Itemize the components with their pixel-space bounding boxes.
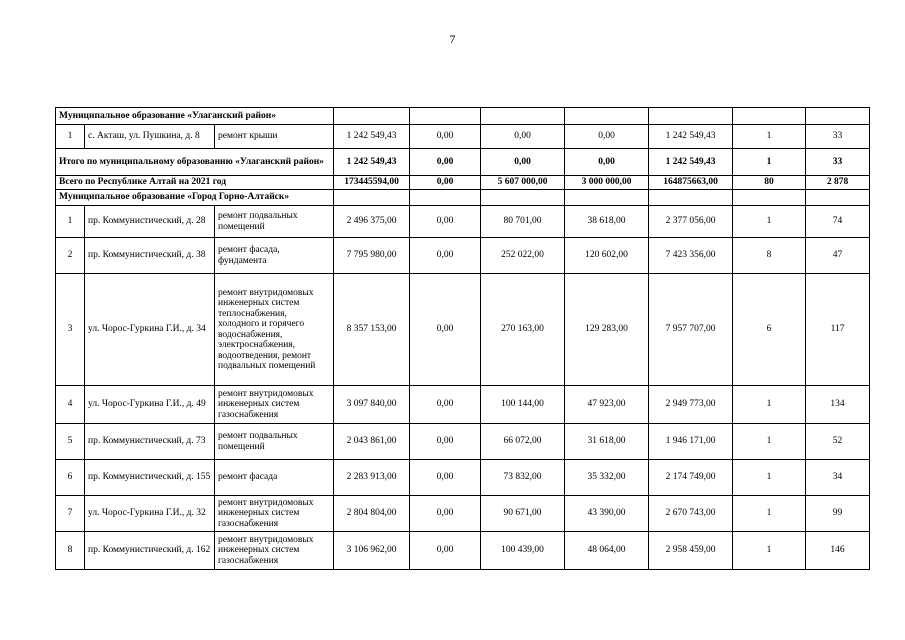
work-type-cell: ремонт крыши bbox=[215, 125, 334, 149]
table-row bbox=[56, 386, 870, 424]
republic-total-cost: 173445594,00 bbox=[334, 176, 410, 190]
people-count-cell: 74 bbox=[806, 206, 870, 238]
row-number: 4 bbox=[56, 386, 85, 424]
republic-total-label: Всего по Республике Алтай на 2021 год bbox=[56, 176, 334, 190]
republic-budget-cell: 270 163,00 bbox=[481, 274, 565, 386]
people-count-cell: 134 bbox=[806, 386, 870, 424]
owners-funds-cell: 2 958 459,00 bbox=[649, 532, 733, 570]
section-header: Муниципальное образование «Город Горно-Алтайск» bbox=[56, 190, 334, 206]
fund-cell: 0,00 bbox=[410, 532, 481, 570]
row-number: 2 bbox=[56, 238, 85, 274]
subtotal-people: 33 bbox=[806, 149, 870, 176]
table-row bbox=[56, 206, 870, 238]
local-budget-cell: 38 618,00 bbox=[565, 206, 649, 238]
total-cost-cell: 3 106 962,00 bbox=[334, 532, 410, 570]
people-count-cell: 52 bbox=[806, 424, 870, 460]
republic-total-row bbox=[56, 176, 870, 190]
work-type-cell: ремонт внутридомовых инженерных систем газоснабжения bbox=[215, 496, 334, 532]
subtotal-total: 1 242 549,43 bbox=[334, 149, 410, 176]
republic-budget-cell: 252 022,00 bbox=[481, 238, 565, 274]
local-budget-cell: 0,00 bbox=[565, 125, 649, 149]
table-row bbox=[56, 238, 870, 274]
work-type-cell: ремонт внутридомовых инженерных систем газоснабжения bbox=[215, 386, 334, 424]
owners-funds-cell: 7 957 707,00 bbox=[649, 274, 733, 386]
row-number: 1 bbox=[56, 125, 85, 149]
subtotal-owners-funds: 1 242 549,43 bbox=[649, 149, 733, 176]
republic-budget-cell: 100 439,00 bbox=[481, 532, 565, 570]
local-budget-cell: 35 332,00 bbox=[565, 460, 649, 496]
people-count-cell: 117 bbox=[806, 274, 870, 386]
table-row bbox=[56, 460, 870, 496]
republic-budget-cell: 0,00 bbox=[481, 125, 565, 149]
local-budget-cell: 31 618,00 bbox=[565, 424, 649, 460]
total-cost-cell: 2 804 804,00 bbox=[334, 496, 410, 532]
fund-cell: 0,00 bbox=[410, 206, 481, 238]
work-type-cell: ремонт подвальных помещений bbox=[215, 424, 334, 460]
address-cell: пр. Коммунистический, д. 155 bbox=[85, 460, 215, 496]
local-budget-cell: 47 923,00 bbox=[565, 386, 649, 424]
fund-cell: 0,00 bbox=[410, 496, 481, 532]
republic-total-fund: 0,00 bbox=[410, 176, 481, 190]
people-count-cell: 33 bbox=[806, 125, 870, 149]
republic-total-local-budget: 3 000 000,00 bbox=[565, 176, 649, 190]
work-type-cell: ремонт фасада bbox=[215, 460, 334, 496]
address-cell: пр. Коммунистический, д. 28 bbox=[85, 206, 215, 238]
row-number: 7 bbox=[56, 496, 85, 532]
table-row bbox=[56, 424, 870, 460]
local-budget-cell: 120 602,00 bbox=[565, 238, 649, 274]
subtotal-local-budget: 0,00 bbox=[565, 149, 649, 176]
fund-cell: 0,00 bbox=[410, 125, 481, 149]
people-count-cell: 99 bbox=[806, 496, 870, 532]
total-cost-cell: 1 242 549,43 bbox=[334, 125, 410, 149]
address-cell: пр. Коммунистический, д. 162 bbox=[85, 532, 215, 570]
fund-cell: 0,00 bbox=[410, 274, 481, 386]
work-type-cell: ремонт внутридомовых инженерных систем газоснабжения bbox=[215, 532, 334, 570]
total-cost-cell: 3 097 840,00 bbox=[334, 386, 410, 424]
subtotal-republic-budget: 0,00 bbox=[481, 149, 565, 176]
table-row bbox=[56, 496, 870, 532]
subtotal-row bbox=[56, 149, 870, 176]
section-header-row bbox=[56, 190, 870, 206]
total-cost-cell: 2 283 913,00 bbox=[334, 460, 410, 496]
republic-budget-cell: 66 072,00 bbox=[481, 424, 565, 460]
work-type-cell: ремонт фасада, фундамента bbox=[215, 238, 334, 274]
section-header: Муниципальное образование «Улаганский район» bbox=[56, 108, 334, 125]
people-count-cell: 34 bbox=[806, 460, 870, 496]
owners-funds-cell: 2 670 743,00 bbox=[649, 496, 733, 532]
row-number: 3 bbox=[56, 274, 85, 386]
owners-funds-cell: 2 949 773,00 bbox=[649, 386, 733, 424]
fund-cell: 0,00 bbox=[410, 460, 481, 496]
address-cell: с. Акташ, ул. Пушкина, д. 8 bbox=[85, 125, 215, 149]
address-cell: ул. Чорос-Гуркина Г.И., д. 49 bbox=[85, 386, 215, 424]
address-cell: пр. Коммунистический, д. 38 bbox=[85, 238, 215, 274]
table-row bbox=[56, 532, 870, 570]
subtotal-label: Итого по муниципальному образованию «Улаганский район» bbox=[56, 149, 334, 176]
republic-total-owners-funds: 164875663,00 bbox=[649, 176, 733, 190]
capital-repair-table bbox=[55, 107, 870, 570]
address-cell: ул. Чорос-Гуркина Г.И., д. 34 bbox=[85, 274, 215, 386]
owners-funds-cell: 1 946 171,00 bbox=[649, 424, 733, 460]
owners-funds-cell: 2 377 056,00 bbox=[649, 206, 733, 238]
fund-cell: 0,00 bbox=[410, 238, 481, 274]
republic-budget-cell: 80 701,00 bbox=[481, 206, 565, 238]
row-number: 5 bbox=[56, 424, 85, 460]
republic-total-houses: 80 bbox=[733, 176, 806, 190]
people-count-cell: 146 bbox=[806, 532, 870, 570]
table-row bbox=[56, 125, 870, 149]
houses-count-cell: 1 bbox=[733, 206, 806, 238]
subtotal-fund: 0,00 bbox=[410, 149, 481, 176]
total-cost-cell: 7 795 980,00 bbox=[334, 238, 410, 274]
houses-count-cell: 1 bbox=[733, 460, 806, 496]
work-type-cell: ремонт внутридомовых инженерных систем теплоснабжения, холодного и горячего водоснабжения, электроснабжения, водоотведения, ремонт подвальных помещений bbox=[215, 274, 334, 386]
row-number: 1 bbox=[56, 206, 85, 238]
houses-count-cell: 1 bbox=[733, 496, 806, 532]
houses-count-cell: 1 bbox=[733, 386, 806, 424]
page-number: 7 bbox=[449, 32, 456, 46]
republic-total-republic-budget: 5 607 000,00 bbox=[481, 176, 565, 190]
people-count-cell: 47 bbox=[806, 238, 870, 274]
houses-count-cell: 1 bbox=[733, 125, 806, 149]
owners-funds-cell: 7 423 356,00 bbox=[649, 238, 733, 274]
republic-budget-cell: 100 144,00 bbox=[481, 386, 565, 424]
republic-budget-cell: 90 671,00 bbox=[481, 496, 565, 532]
address-cell: пр. Коммунистический, д. 73 bbox=[85, 424, 215, 460]
owners-funds-cell: 1 242 549,43 bbox=[649, 125, 733, 149]
houses-count-cell: 1 bbox=[733, 424, 806, 460]
total-cost-cell: 8 357 153,00 bbox=[334, 274, 410, 386]
fund-cell: 0,00 bbox=[410, 424, 481, 460]
total-cost-cell: 2 496 375,00 bbox=[334, 206, 410, 238]
houses-count-cell: 8 bbox=[733, 238, 806, 274]
section-header-row bbox=[56, 108, 870, 125]
republic-budget-cell: 73 832,00 bbox=[481, 460, 565, 496]
table-row bbox=[56, 274, 870, 386]
row-number: 8 bbox=[56, 532, 85, 570]
republic-total-people: 2 878 bbox=[806, 176, 870, 190]
subtotal-houses: 1 bbox=[733, 149, 806, 176]
row-number: 6 bbox=[56, 460, 85, 496]
owners-funds-cell: 2 174 749,00 bbox=[649, 460, 733, 496]
work-type-cell: ремонт подвальных помещений bbox=[215, 206, 334, 238]
local-budget-cell: 129 283,00 bbox=[565, 274, 649, 386]
local-budget-cell: 43 390,00 bbox=[565, 496, 649, 532]
address-cell: ул. Чорос-Гуркина Г.И., д. 32 bbox=[85, 496, 215, 532]
local-budget-cell: 48 064,00 bbox=[565, 532, 649, 570]
fund-cell: 0,00 bbox=[410, 386, 481, 424]
houses-count-cell: 6 bbox=[733, 274, 806, 386]
total-cost-cell: 2 043 861,00 bbox=[334, 424, 410, 460]
houses-count-cell: 1 bbox=[733, 532, 806, 570]
